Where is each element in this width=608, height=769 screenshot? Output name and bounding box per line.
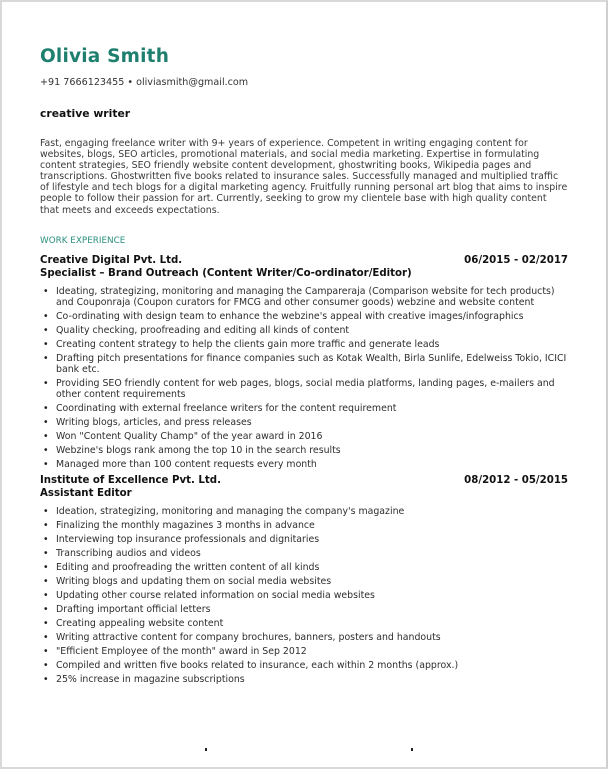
bullet-item: • Won "Content Quality Champ" of the year award in 2016 (56, 431, 568, 442)
job-role: Specialist – Brand Outreach (Content Writer/Co-ordinator/Editor) (40, 267, 412, 279)
bullet-item: • Drafting important official letters (56, 604, 568, 615)
bullet-item: • Transcribing audios and videos (56, 548, 568, 559)
bullet-item: • Managed more than 100 content requests every month (56, 459, 568, 470)
page-marker (205, 748, 207, 751)
bullet-item: • Ideation, strategizing, monitoring and managing the company's magazine (56, 506, 568, 517)
bullet-item: • Writing blogs, articles, and press releases (56, 417, 568, 428)
bullet-item: • Drafting pitch presentations for finance companies such as Kotak Wealth, Birla Sunlife, Edelweiss Tokio, ICICI bank etc. (56, 353, 568, 375)
job-bullets (40, 506, 568, 685)
job-bullets (40, 286, 568, 471)
resume-content (40, 46, 568, 688)
bullet-item: • Co-ordinating with design team to enhance the webzine's appeal with creative images/infographics (56, 311, 568, 322)
company-name: Institute of Excellence Pvt. Ltd. (40, 475, 221, 487)
company-name: Creative Digital Pvt. Ltd. (40, 254, 183, 266)
bullet-item: • "Efficient Employee of the month" award in Sep 2012 (56, 646, 568, 657)
bullet-item: • Writing blogs and updating them on social media websites (56, 576, 568, 587)
bullet-item: • Editing and proofreading the written content of all kinds (56, 562, 568, 573)
job-role: Assistant Editor (40, 488, 132, 500)
candidate-name: Olivia Smith (40, 46, 170, 67)
headline: creative writer (40, 107, 131, 120)
bullet-item: • Webzine's blogs rank among the top 10 in the search results (56, 445, 568, 456)
bullet-item: • Finalizing the monthly magazines 3 months in advance (56, 520, 568, 531)
job-header (40, 254, 568, 267)
job-entry (40, 474, 568, 685)
bullet-item: • Creating content strategy to help the clients gain more traffic and generate leads (56, 339, 568, 350)
job-dates: 06/2015 - 02/2017 (464, 254, 568, 266)
bullet-item: • Quality checking, proofreading and editing all kinds of content (56, 325, 568, 336)
job-header (40, 474, 568, 487)
bullet-item: • Writing attractive content for company brochures, banners, posters and handouts (56, 632, 568, 643)
summary-paragraph: Fast, engaging freelance writer with 9+ years of experience. Competent in writing engaging content for websites, blogs, SEO articles, promotional materials, and social media marketing. Expertise in formulating content strategies, SEO friendly website content development, ghostwriting books, Wikipedia pages and transcriptions. Ghostwritten five books related to insurance sales. Successfully managed and multiplied traffic of lifestyle and tech blogs for a digital marketing agency. Fruitfully running personal art blog that aims to inspire people to follow their passion for art. Currently, seeking to grow my clientele base with high quality content that meets and exceeds expectations. (40, 138, 568, 216)
page-marker (411, 748, 413, 751)
bullet-item: • Ideating, strategizing, monitoring and managing the Campareraja (Comparison website for tech products) and Couponraja (Coupon curators for FMCG and other consumer goods) webzine and website content (56, 286, 568, 308)
bullet-item: • Interviewing top insurance professionals and dignitaries (56, 534, 568, 545)
work-experience-title: WORK EXPERIENCE (40, 235, 126, 246)
bullet-item: • Creating appealing website content (56, 618, 568, 629)
contact-info: +91 7666123455 • oliviasmith@gmail.com (40, 77, 249, 88)
bullet-item: • 25% increase in magazine subscriptions (56, 674, 568, 685)
job-entry (40, 254, 568, 471)
bullet-item: • Providing SEO friendly content for web pages, blogs, social media platforms, landing pages, e-mailers and other content requirements (56, 378, 568, 400)
job-dates: 08/2012 - 05/2015 (464, 475, 568, 487)
bullet-item: • Updating other course related information on social media websites (56, 590, 568, 601)
bullet-item: • Compiled and written five books related to insurance, each within 2 months (approx.) (56, 660, 568, 671)
bullet-item: • Coordinating with external freelance writers for the content requirement (56, 403, 568, 414)
